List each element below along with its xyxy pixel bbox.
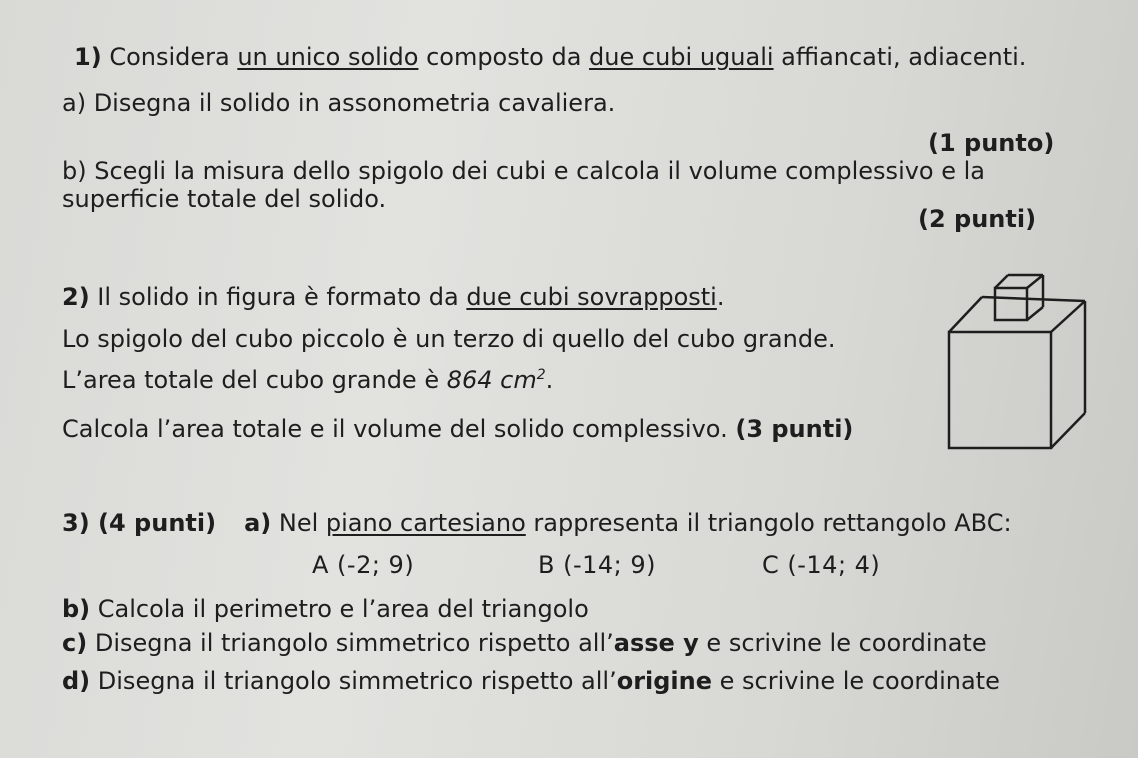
exercise-1-title	[74, 42, 1026, 72]
large-cube-front-face	[949, 332, 1051, 448]
exercise-3a-text: Nel	[271, 509, 326, 537]
exercise-3b-text: Calcola il perimetro e l’area del triangolo	[90, 595, 589, 623]
underlined-two-cubes: due cubi uguali	[589, 43, 774, 71]
point-c-coords: C (-14; 4)	[762, 551, 881, 579]
exercise-3c-label: c)	[62, 629, 88, 657]
area-value	[447, 366, 546, 394]
exercise-2-line2: Lo spigolo del cubo piccolo è un terzo di quello del cubo grande.	[62, 325, 836, 353]
exercise-2-line3	[62, 360, 553, 395]
exercise-2-line3-period: .	[545, 366, 554, 394]
exercise-2-task: Calcola l’area totale e il volume del solido complessivo.	[62, 415, 728, 443]
exercise-3a-text-end: rappresenta il triangolo rettangolo ABC:	[525, 509, 1012, 537]
exercise-1b-points: (2 punti)	[918, 205, 1037, 233]
exercise-1a: a) Disegna il solido in assonometria cavaliera.	[62, 89, 616, 117]
exercise-2-number: 2)	[62, 283, 90, 311]
exercise-3c-text-end: e scrivine le coordinate	[698, 629, 987, 657]
exercise-3c-y-axis: asse y	[613, 629, 699, 657]
point-a-coords: A (-2; 9)	[312, 551, 415, 579]
exercise-3-points: 3) (4 punti)	[62, 509, 217, 537]
exercise-3a-label: a)	[244, 509, 272, 537]
area-number: 864 cm	[446, 366, 537, 394]
exercise-1-text-end: affiancati, adiacenti.	[773, 43, 1027, 71]
exercise-3b	[62, 594, 589, 624]
exercise-1b-line1: b) Scegli la misura dello spigolo dei cubi e calcola il volume complessivo e la	[62, 157, 986, 185]
area-exponent: 2	[536, 367, 546, 383]
exercise-1b-line2: superficie totale del solido.	[62, 185, 387, 213]
small-cube-top-right-edge	[1027, 275, 1043, 288]
exercise-2-area-text: L’area totale del cubo grande è	[62, 366, 447, 394]
exercise-1-text-mid: composto da	[418, 43, 590, 71]
exercise-2-line1	[62, 282, 725, 312]
exercise-3c-text: Disegna il triangolo simmetrico rispetto all’	[87, 629, 614, 657]
exercise-2-text: Il solido in figura è formato da	[89, 283, 467, 311]
exercise-3d-label: d)	[62, 667, 91, 695]
small-cube-front-face	[995, 288, 1027, 320]
exercise-3-header	[62, 508, 1012, 538]
exercise-1a-points: (1 punto)	[928, 129, 1055, 157]
exercise-1-text: Considera	[109, 43, 238, 71]
exercise-3d-text: Disegna il triangolo simmetrico rispetto all’	[90, 667, 617, 695]
underlined-stacked-cubes: due cubi sovrapposti	[466, 283, 717, 311]
exercise-3c	[62, 628, 987, 658]
underlined-unique-solid: un unico solido	[237, 43, 419, 71]
exercise-2-line4	[62, 414, 853, 444]
large-cube-top-left-edge	[949, 297, 982, 332]
stacked-cubes-figure	[940, 265, 1090, 457]
exercise-3b-label: b)	[62, 595, 91, 623]
exercise-3d-origin: origine	[616, 667, 713, 695]
large-cube-top-right-edge	[1051, 301, 1085, 332]
exercise-3d	[62, 666, 1000, 696]
large-cube-bottom-side-edge	[1051, 413, 1085, 448]
small-cube-bottom-side-edge	[1027, 307, 1043, 320]
point-b-coords: B (-14; 9)	[538, 551, 657, 579]
exercise-1-number: 1)	[74, 43, 102, 71]
underlined-cartesian-plane: piano cartesiano	[325, 509, 526, 537]
exercise-2-period: .	[716, 283, 725, 311]
small-cube-top-left-edge	[995, 275, 1008, 288]
large-cube-top-back-edge	[982, 297, 1085, 301]
exercise-3d-text-end: e scrivine le coordinate	[712, 667, 1000, 695]
exercise-2-points: (3 punti)	[735, 415, 854, 443]
